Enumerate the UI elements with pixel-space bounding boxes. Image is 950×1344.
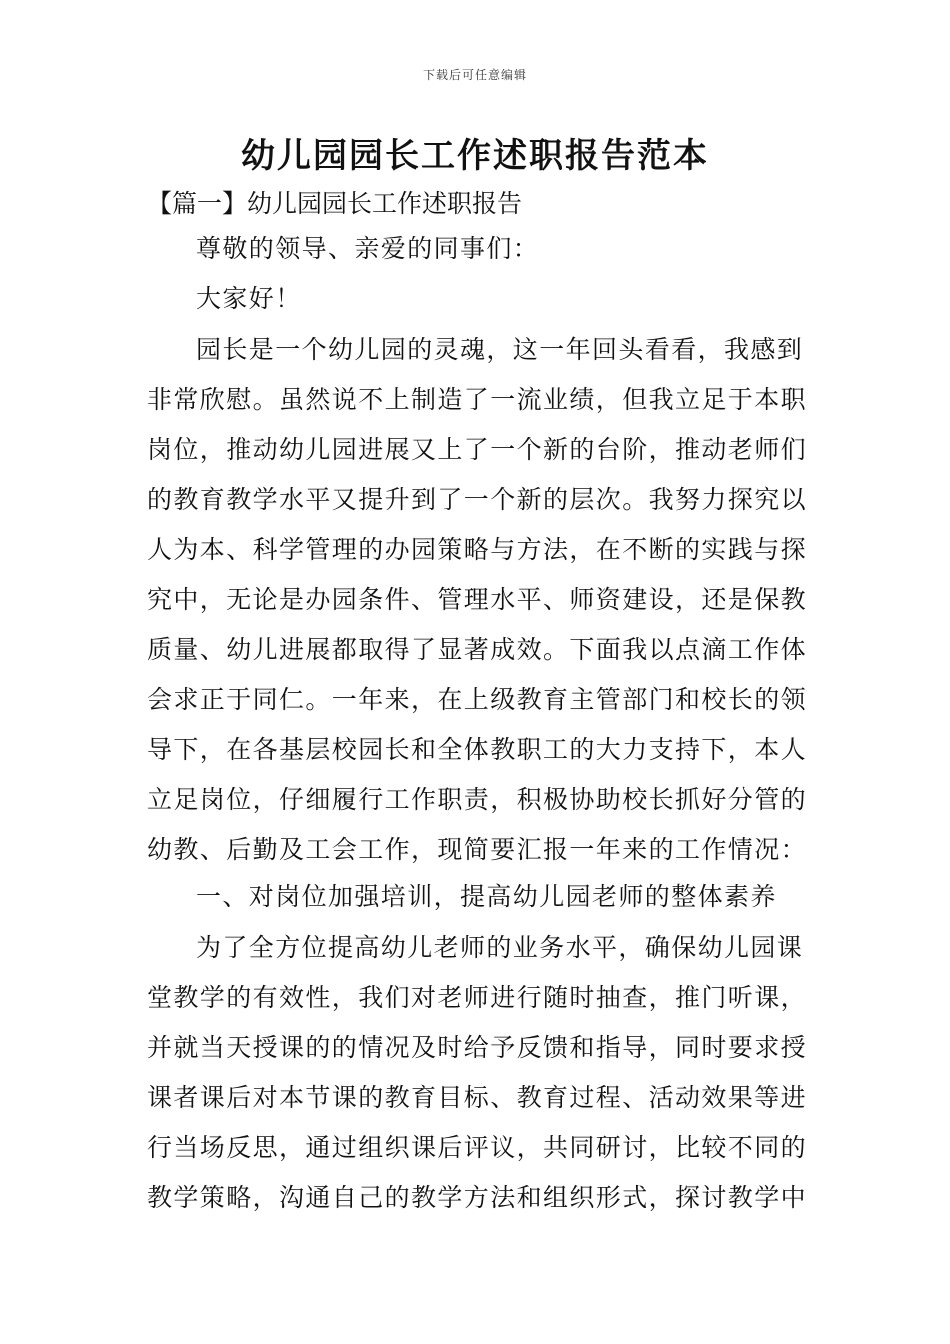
paragraph-line: 究中，无论是办园条件、管理水平、师资建设，还是保教 bbox=[147, 585, 808, 614]
section-heading: 【篇一】幼儿园园长工作述职报告 bbox=[147, 189, 523, 218]
document-title: 幼儿园园长工作述职报告范本 bbox=[241, 136, 709, 176]
paragraph-line: 课者课后对本节课的教育目标、教育过程、活动效果等进 bbox=[147, 1083, 808, 1112]
salutation-line: 尊敬的领导、亲爱的同事们： bbox=[196, 234, 540, 263]
paragraph-line: 的教育教学水平又提升到了一个新的层次。我努力探究以 bbox=[147, 485, 808, 514]
paragraph-line: 行当场反思，通过组织课后评议，共同研讨，比较不同的 bbox=[147, 1133, 808, 1162]
paragraph-line: 园长是一个幼儿园的灵魂，这一年回头看看，我感到 bbox=[196, 335, 804, 364]
paragraph-line: 为了全方位提高幼儿老师的业务水平，确保幼儿园课 bbox=[196, 933, 804, 962]
paragraph-line: 幼教、后勤及工会工作，现简要汇报一年来的工作情况： bbox=[147, 835, 808, 864]
paragraph-line: 非常欣慰。虽然说不上制造了一流业绩，但我立足于本职 bbox=[147, 385, 808, 414]
header-note: 下载后可任意编辑 bbox=[422, 68, 527, 82]
paragraph-line: 并就当天授课的的情况及时给予反馈和指导，同时要求授 bbox=[147, 1033, 808, 1062]
paragraph-line: 质量、幼儿进展都取得了显著成效。下面我以点滴工作体 bbox=[147, 635, 808, 664]
paragraph-line: 岗位，推动幼儿园进展又上了一个新的台阶，推动老师们 bbox=[147, 435, 808, 464]
paragraph-line: 会求正于同仁。一年来，在上级教育主管部门和校长的领 bbox=[147, 685, 808, 714]
paragraph-line: 堂教学的有效性，我们对老师进行随时抽查，推门听课， bbox=[147, 983, 808, 1012]
greeting-line: 大家好！ bbox=[196, 284, 302, 313]
subsection-heading: 一、对岗位加强培训，提高幼儿园老师的整体素养 bbox=[196, 882, 777, 911]
paragraph-line: 人为本、科学管理的办园策略与方法，在不断的实践与探 bbox=[147, 535, 808, 564]
paragraph-line: 立足岗位，仔细履行工作职责，积极协助校长抓好分管的 bbox=[147, 785, 808, 814]
paragraph-line: 教学策略，沟通自己的教学方法和组织形式，探讨教学中 bbox=[147, 1183, 808, 1212]
paragraph-line: 导下，在各基层校园长和全体教职工的大力支持下，本人 bbox=[147, 735, 808, 764]
